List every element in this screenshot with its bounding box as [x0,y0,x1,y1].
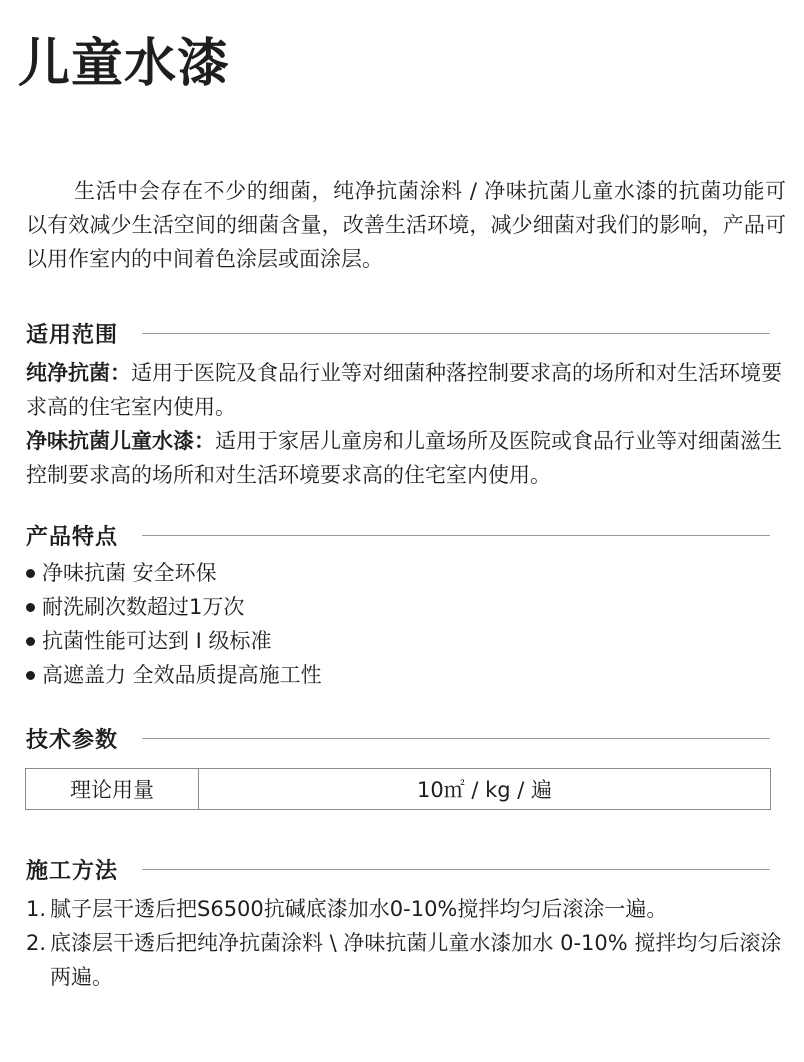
intro-paragraph: 生活中会存在不少的细菌，纯净抗菌涂料 / 净味抗菌儿童水漆的抗菌功能可以有效减少生活空间的细菌含量，改善生活环境，减少细菌对我们的影响，产品可以用作室内的中间着色涂层或面涂层。 [26,179,786,271]
section-heading-text: 技术参数 [26,727,119,753]
section-heading-method [26,852,770,886]
table-cell-label: 理论用量 [26,769,199,809]
bullet-icon [26,569,35,578]
section-divider [142,333,770,334]
section-divider [142,869,770,870]
section-divider [142,535,770,536]
spec-table [25,768,771,810]
section-divider [142,738,770,739]
list-item [26,926,790,994]
section-heading-scope [26,316,770,350]
feature-text: 高遮盖力 全效品质提高施工性 [42,663,322,687]
bullet-icon [26,603,35,612]
scope-item-lead: 纯净抗菌： [26,361,131,385]
scope-item-lead: 净味抗菌儿童水漆： [26,429,215,453]
list-item [26,892,790,926]
table-cell-value: 10㎡ / kg / 遍 [416,778,553,802]
section-heading-text: 产品特点 [26,524,119,550]
scope-item-pure-antibacterial [26,356,790,424]
step-number: 1. [26,897,47,921]
method-steps [26,892,790,994]
scope-item-kids-paint [26,424,790,492]
section-heading-text: 适用范围 [26,322,119,348]
list-item [26,590,322,624]
bullet-icon [26,671,35,680]
list-item [26,658,322,692]
feature-text: 净味抗菌 安全环保 [42,561,217,585]
step-text: 腻子层干透后把S6500抗碱底漆加水0-10%搅拌均匀后滚涂一遍。 [50,897,668,921]
bullet-icon [26,637,35,646]
list-item [26,624,322,658]
scope-item-text: 适用于家居儿童房和儿童场所及医院或食品行业等对细菌滋生控制要求高的场所和对生活环境要求高的住宅室内使用。 [26,429,782,487]
section-heading-text: 施工方法 [26,858,119,884]
step-text: 底漆层干透后把纯净抗菌涂料 \ 净味抗菌儿童水漆加水 0-10% 搅拌均匀后滚涂两遍。 [50,931,782,989]
scope-item-text: 适用于医院及食品行业等对细菌种落控制要求高的场所和对生活环境要求高的住宅室内使用。 [26,361,782,419]
step-number: 2. [26,931,47,955]
feature-list [26,556,322,692]
feature-text: 抗菌性能可达到 I 级标准 [42,629,272,653]
list-item [26,556,322,590]
section-heading-features [26,518,770,552]
section-heading-specs [26,721,770,755]
page-title: 儿童水漆 [18,33,231,94]
feature-text: 耐洗刷次数超过1万次 [42,595,245,619]
